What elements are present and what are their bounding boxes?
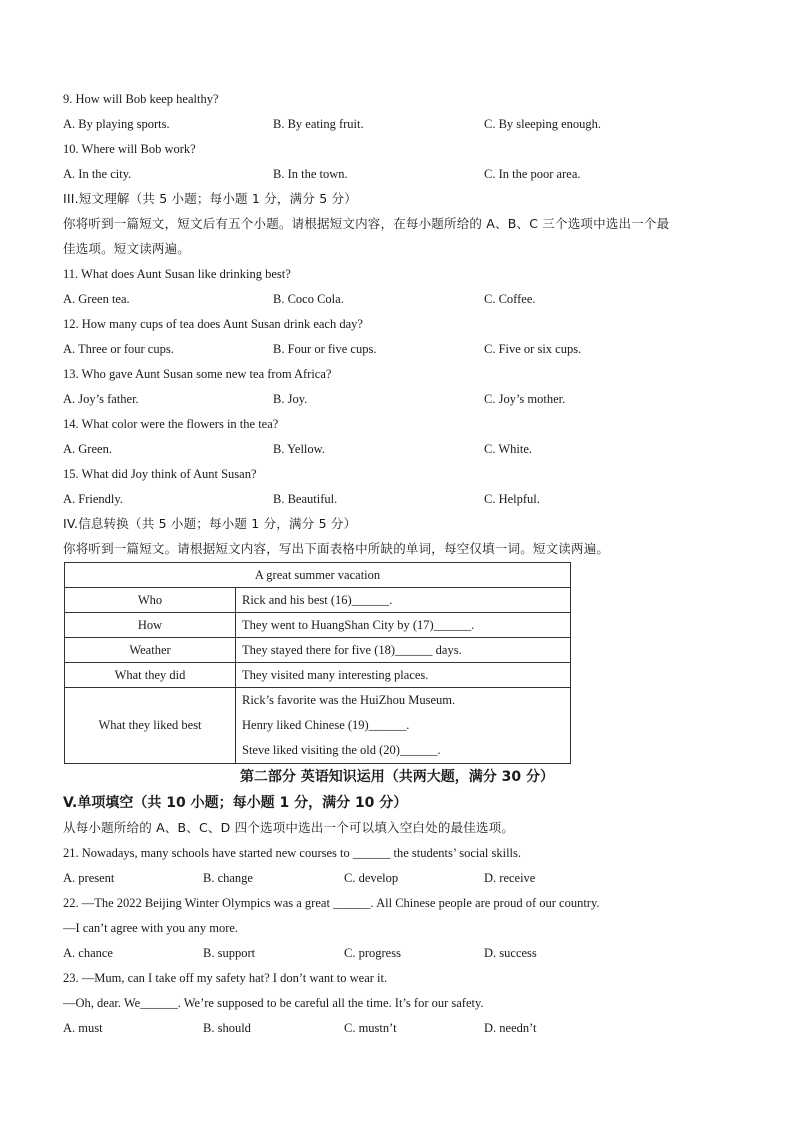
table-row (65, 688, 571, 764)
section-3-title: III.短文理解（共 5 小题；每小题 1 分，满分 5 分） (63, 191, 357, 206)
q14-option-c: C. White. (484, 442, 533, 456)
question-11: 11. What does Aunt Susan like drinking best? (63, 267, 291, 281)
table-row (65, 613, 571, 638)
q11-option-b: B. Coco Cola. (273, 292, 344, 306)
q23-option-c: C. mustn’t (344, 1021, 397, 1035)
table-key-how: How (65, 613, 236, 638)
q21-option-b: B. change (203, 871, 253, 885)
q12-option-b: B. Four or five cups. (273, 342, 377, 356)
question-22-line2: —I can’t agree with you any more. (63, 921, 239, 935)
question-9: 9. How will Bob keep healthy? (63, 92, 219, 106)
q15-option-b: B. Beautiful. (273, 492, 338, 506)
q21-option-c: C. develop (344, 871, 399, 885)
question-15: 15. What did Joy think of Aunt Susan? (63, 467, 257, 481)
q22-option-c: C. progress (344, 946, 401, 960)
q12-option-a: A. Three or four cups. (63, 342, 174, 356)
question-22-line1: 22. —The 2022 Beijing Winter Olympics was a great ______. All Chinese people are proud of our country. (63, 896, 600, 910)
table-key-what-they-liked: What they liked best (65, 688, 236, 764)
table-key-what-they-did: What they did (65, 663, 236, 688)
table-value-what-they-did: They visited many interesting places. (236, 663, 571, 688)
question-23-line2: —Oh, dear. We______. We’re supposed to be careful all the time. It’s for our safety. (63, 996, 484, 1010)
table-row (65, 588, 571, 613)
q23-option-d: D. needn’t (484, 1021, 537, 1035)
section-4-instruction: 你将听到一篇短文。请根据短文内容，写出下面表格中所缺的单词，每空仅填一词。短文读两遍。 (63, 541, 610, 556)
section-3-instruction-line2: 佳选项。短文读两遍。 (63, 241, 191, 256)
q14-option-a: A. Green. (63, 442, 112, 456)
info-table (64, 562, 571, 764)
section-5-title: V.单项填空（共 10 小题；每小题 1 分，满分 10 分） (63, 795, 408, 811)
question-23-line1: 23. —Mum, can I take off my safety hat? I don’t want to wear it. (63, 971, 388, 985)
q9-option-a: A. By playing sports. (63, 117, 170, 131)
table-header: A great summer vacation (65, 563, 571, 588)
liked-line-2: Henry liked Chinese (19)______. (242, 718, 410, 732)
liked-line-3: Steve liked visiting the old (20)______. (242, 743, 441, 757)
table-value-who: Rick and his best (16)______. (236, 588, 571, 613)
table-value-weather: They stayed there for five (18)______ days. (236, 638, 571, 663)
q22-option-d: D. success (484, 946, 537, 960)
table-key-who: Who (65, 588, 236, 613)
q13-option-c: C. Joy’s mother. (484, 392, 566, 406)
part-2-title: 第二部分 英语知识运用（共两大题，满分 30 分） (239, 769, 555, 785)
q10-option-b: B. In the town. (273, 167, 348, 181)
q13-option-b: B. Joy. (273, 392, 308, 406)
q22-option-a: A. chance (63, 946, 113, 960)
q10-option-c: C. In the poor area. (484, 167, 581, 181)
q23-option-b: B. should (203, 1021, 251, 1035)
q22-option-b: B. support (203, 946, 256, 960)
question-14: 14. What color were the flowers in the tea? (63, 417, 279, 431)
q14-option-b: B. Yellow. (273, 442, 325, 456)
q23-option-a: A. must (63, 1021, 103, 1035)
q11-option-c: C. Coffee. (484, 292, 536, 306)
question-21: 21. Nowadays, many schools have started new courses to ______ the students’ social skills. (63, 846, 522, 860)
q12-option-c: C. Five or six cups. (484, 342, 582, 356)
question-12: 12. How many cups of tea does Aunt Susan drink each day? (63, 317, 363, 331)
section-4-title: IV.信息转换（共 5 小题；每小题 1 分，满分 5 分） (63, 516, 357, 531)
q10-option-a: A. In the city. (63, 167, 132, 181)
table-value-what-they-liked (236, 688, 571, 764)
q15-option-c: C. Helpful. (484, 492, 540, 506)
section-5-instruction: 从每小题所给的 A、B、C、D 四个选项中选出一个可以填入空白处的最佳选项。 (63, 820, 515, 835)
q9-option-c: C. By sleeping enough. (484, 117, 602, 131)
q15-option-a: A. Friendly. (63, 492, 123, 506)
q9-option-b: B. By eating fruit. (273, 117, 364, 131)
q13-option-a: A. Joy’s father. (63, 392, 139, 406)
question-10: 10. Where will Bob work? (63, 142, 196, 156)
question-13: 13. Who gave Aunt Susan some new tea from Africa? (63, 367, 332, 381)
q21-option-d: D. receive (484, 871, 536, 885)
q21-option-a: A. present (63, 871, 115, 885)
liked-line-1: Rick’s favorite was the HuiZhou Museum. (242, 693, 456, 707)
table-value-how: They went to HuangShan City by (17)______. (236, 613, 571, 638)
table-key-weather: Weather (65, 638, 236, 663)
section-3-instruction-line1: 你将听到一篇短文，短文后有五个小题。请根据短文内容，在每小题所给的 A、B、C 三个选项中选出一个最 (63, 216, 670, 231)
table-header-row (65, 563, 571, 588)
table-row (65, 663, 571, 688)
q11-option-a: A. Green tea. (63, 292, 130, 306)
table-row (65, 638, 571, 663)
